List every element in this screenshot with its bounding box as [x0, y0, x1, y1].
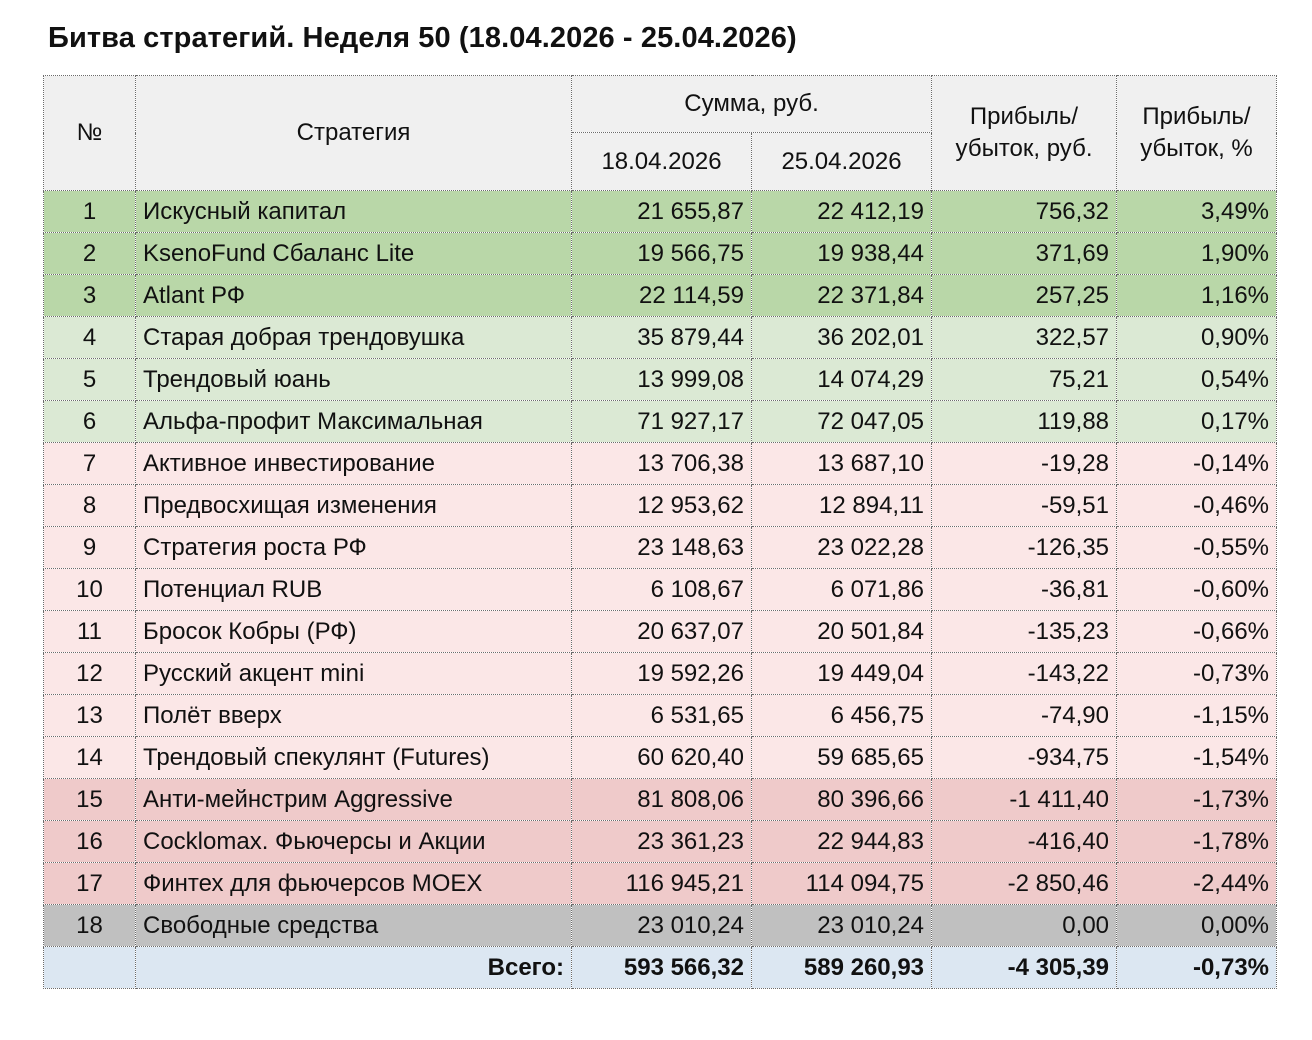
row-sum-start: 35 879,44: [572, 317, 752, 359]
row-pl-pct: -2,44%: [1117, 863, 1277, 905]
row-sum-start: 21 655,87: [572, 191, 752, 233]
row-num: 4: [44, 317, 136, 359]
table-row: [44, 359, 1277, 401]
row-num: 6: [44, 401, 136, 443]
row-sum-start: 6 531,65: [572, 695, 752, 737]
table-row: [44, 821, 1277, 863]
row-sum-end: 6 071,86: [752, 569, 932, 611]
row-num: 7: [44, 443, 136, 485]
row-pl-rub: -2 850,46: [932, 863, 1117, 905]
row-pl-pct: 0,90%: [1117, 317, 1277, 359]
row-pl-pct: 1,16%: [1117, 275, 1277, 317]
row-sum-end: 14 074,29: [752, 359, 932, 401]
row-pl-rub: -74,90: [932, 695, 1117, 737]
row-strategy-name: Cocklomax. Фьючерсы и Акции: [136, 821, 572, 863]
row-sum-end: 22 371,84: [752, 275, 932, 317]
row-num: 18: [44, 905, 136, 947]
row-strategy-name: Искусный капитал: [136, 191, 572, 233]
row-sum-start: 12 953,62: [572, 485, 752, 527]
row-sum-start: 19 566,75: [572, 233, 752, 275]
header-date-end: 25.04.2026: [752, 133, 932, 191]
row-sum-end: 19 449,04: [752, 653, 932, 695]
row-sum-start: 71 927,17: [572, 401, 752, 443]
row-sum-start: 22 114,59: [572, 275, 752, 317]
row-sum-start: 13 999,08: [572, 359, 752, 401]
table-row: [44, 527, 1277, 569]
table-row: [44, 695, 1277, 737]
row-sum-end: 22 412,19: [752, 191, 932, 233]
row-strategy-name: Трендовый спекулянт (Futures): [136, 737, 572, 779]
row-pl-pct: -0,14%: [1117, 443, 1277, 485]
row-pl-rub: 756,32: [932, 191, 1117, 233]
row-pl-pct: 1,90%: [1117, 233, 1277, 275]
row-sum-end: 36 202,01: [752, 317, 932, 359]
row-num: 10: [44, 569, 136, 611]
row-pl-rub: -59,51: [932, 485, 1117, 527]
row-pl-rub: -1 411,40: [932, 779, 1117, 821]
row-sum-end: 19 938,44: [752, 233, 932, 275]
row-sum-end: 6 456,75: [752, 695, 932, 737]
row-pl-rub: 257,25: [932, 275, 1117, 317]
row-pl-pct: 0,17%: [1117, 401, 1277, 443]
row-pl-rub: -36,81: [932, 569, 1117, 611]
table-row: [44, 569, 1277, 611]
row-pl-rub: 119,88: [932, 401, 1117, 443]
row-pl-rub: 371,69: [932, 233, 1117, 275]
total-start: 593 566,32: [572, 947, 752, 989]
row-num: 9: [44, 527, 136, 569]
row-sum-end: 13 687,10: [752, 443, 932, 485]
table-row: [44, 401, 1277, 443]
row-sum-start: 19 592,26: [572, 653, 752, 695]
row-strategy-name: Альфа-профит Максимальная: [136, 401, 572, 443]
row-strategy-name: KsenoFund Сбаланс Lite: [136, 233, 572, 275]
row-pl-rub: 322,57: [932, 317, 1117, 359]
table-row: [44, 233, 1277, 275]
row-strategy-name: Старая добрая трендовушка: [136, 317, 572, 359]
row-strategy-name: Финтех для фьючерсов MOEX: [136, 863, 572, 905]
row-sum-start: 60 620,40: [572, 737, 752, 779]
header-pl-pct: Прибыль/ убыток, %: [1117, 76, 1277, 191]
table-row: [44, 611, 1277, 653]
row-num: 8: [44, 485, 136, 527]
row-pl-pct: -0,73%: [1117, 653, 1277, 695]
strategies-table: [43, 75, 1277, 989]
row-sum-end: 23 022,28: [752, 527, 932, 569]
row-pl-rub: -416,40: [932, 821, 1117, 863]
row-pl-pct: 0,00%: [1117, 905, 1277, 947]
row-sum-end: 114 094,75: [752, 863, 932, 905]
header-strategy: Стратегия: [136, 76, 572, 191]
row-sum-start: 20 637,07: [572, 611, 752, 653]
table-header: [44, 76, 1277, 191]
table-body: [44, 191, 1277, 947]
row-sum-start: 23 361,23: [572, 821, 752, 863]
table-row: [44, 443, 1277, 485]
row-num: 2: [44, 233, 136, 275]
row-pl-rub: 75,21: [932, 359, 1117, 401]
row-sum-start: 116 945,21: [572, 863, 752, 905]
row-sum-end: 20 501,84: [752, 611, 932, 653]
row-pl-pct: -0,60%: [1117, 569, 1277, 611]
table-row: [44, 191, 1277, 233]
row-sum-start: 13 706,38: [572, 443, 752, 485]
row-strategy-name: Atlant РФ: [136, 275, 572, 317]
row-strategy-name: Предвосхищая изменения: [136, 485, 572, 527]
row-num: 13: [44, 695, 136, 737]
page-title: Битва стратегий. Неделя 50 (18.04.2026 - 25.04.2026): [48, 22, 797, 54]
row-strategy-name: Потенциал RUB: [136, 569, 572, 611]
row-pl-rub: -934,75: [932, 737, 1117, 779]
row-pl-pct: -0,55%: [1117, 527, 1277, 569]
total-pl-pct: -0,73%: [1117, 947, 1277, 989]
row-strategy-name: Активное инвестирование: [136, 443, 572, 485]
row-pl-pct: -1,54%: [1117, 737, 1277, 779]
table-row: [44, 863, 1277, 905]
row-sum-start: 6 108,67: [572, 569, 752, 611]
header-pl-rub: Прибыль/ убыток, руб.: [932, 76, 1117, 191]
row-num: 12: [44, 653, 136, 695]
row-num: 14: [44, 737, 136, 779]
table-row: [44, 317, 1277, 359]
row-strategy-name: Полёт вверх: [136, 695, 572, 737]
row-pl-rub: -126,35: [932, 527, 1117, 569]
row-pl-pct: -1,78%: [1117, 821, 1277, 863]
row-num: 17: [44, 863, 136, 905]
row-pl-pct: -0,66%: [1117, 611, 1277, 653]
row-sum-end: 23 010,24: [752, 905, 932, 947]
row-num: 16: [44, 821, 136, 863]
row-sum-end: 22 944,83: [752, 821, 932, 863]
row-num: 5: [44, 359, 136, 401]
row-strategy-name: Анти-мейнстрим Aggressive: [136, 779, 572, 821]
table-row: [44, 653, 1277, 695]
row-sum-end: 80 396,66: [752, 779, 932, 821]
row-num: 3: [44, 275, 136, 317]
row-sum-end: 72 047,05: [752, 401, 932, 443]
row-strategy-name: Бросок Кобры (РФ): [136, 611, 572, 653]
row-pl-rub: -135,23: [932, 611, 1117, 653]
total-pl-rub: -4 305,39: [932, 947, 1117, 989]
row-sum-start: 23 148,63: [572, 527, 752, 569]
row-pl-rub: 0,00: [932, 905, 1117, 947]
table-row: [44, 779, 1277, 821]
row-pl-rub: -19,28: [932, 443, 1117, 485]
header-date-start: 18.04.2026: [572, 133, 752, 191]
total-label: Всего:: [136, 947, 572, 989]
row-strategy-name: Трендовый юань: [136, 359, 572, 401]
row-pl-pct: -1,15%: [1117, 695, 1277, 737]
row-pl-pct: 0,54%: [1117, 359, 1277, 401]
row-num: 11: [44, 611, 136, 653]
row-sum-end: 12 894,11: [752, 485, 932, 527]
row-sum-start: 23 010,24: [572, 905, 752, 947]
row-num: 15: [44, 779, 136, 821]
table-row: [44, 737, 1277, 779]
header-sum-group: Сумма, руб.: [572, 76, 932, 133]
row-sum-end: 59 685,65: [752, 737, 932, 779]
row-num: 1: [44, 191, 136, 233]
row-sum-start: 81 808,06: [572, 779, 752, 821]
total-end: 589 260,93: [752, 947, 932, 989]
row-pl-pct: 3,49%: [1117, 191, 1277, 233]
total-num-cell: [44, 947, 136, 989]
row-strategy-name: Свободные средства: [136, 905, 572, 947]
total-row: [44, 947, 1277, 989]
row-strategy-name: Русский акцент mini: [136, 653, 572, 695]
header-num: №: [44, 76, 136, 191]
table-row: [44, 905, 1277, 947]
row-strategy-name: Стратегия роста РФ: [136, 527, 572, 569]
table-row: [44, 485, 1277, 527]
row-pl-pct: -0,46%: [1117, 485, 1277, 527]
row-pl-pct: -1,73%: [1117, 779, 1277, 821]
row-pl-rub: -143,22: [932, 653, 1117, 695]
table-row: [44, 275, 1277, 317]
